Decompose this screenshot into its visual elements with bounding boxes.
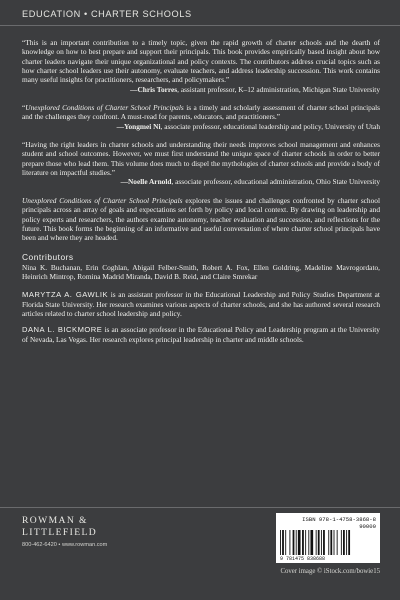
reviewer-name: —Noelle Arnold	[120, 177, 172, 187]
publisher-contact	[22, 542, 107, 548]
barcode-stripe	[337, 530, 338, 555]
cover-image-credit: Cover image © iStock.com/bowie15	[280, 568, 380, 575]
barcode-digits: 9 781475 838688	[280, 556, 326, 562]
barcode-stripe	[302, 530, 304, 555]
barcode-stripe	[305, 530, 306, 555]
barcode-stripe	[282, 530, 284, 555]
barcode-stripe	[289, 530, 290, 555]
barcode-stripe	[321, 530, 322, 555]
barcode-stripe	[343, 530, 345, 555]
book-description: Unexplored Conditions of Charter School Principals explores the issues and challenges confronted by charter school principals across an array of goals and expectations set forth by policy and local context. By drawing on leadership and policy experts and researchers, the authors examine autonomy, teacher evaluation and succession, and reflections for the future. This book forms the beginning of an informative and useful conversation of where charter school principals have been and where they are headed.	[22, 195, 380, 243]
reviewer-role: , associate professor, educational leadership and policy, University of Utah	[160, 121, 380, 131]
author-bio-1: MARYTZA A. GAWLIK is an assistant professor in the Educational Leadership and Policy Studies Department at Florida State University. Her research examines various aspects of charter schools, and she has authored several research articles related to charter school leadership and policy.	[22, 290, 380, 318]
barcode-stripe	[310, 530, 313, 555]
review-2	[22, 103, 380, 131]
barcode-bars	[280, 530, 376, 555]
reviewer-role: , assistant professor, K–12 administration, Michigan State University	[177, 84, 380, 94]
publisher-name-line1: ROWMAN &	[22, 515, 88, 526]
barcode-stripe	[346, 530, 347, 555]
author-bio-2: DANA L. BICKMORE is an associate professor in the Educational Policy and Leadership program at the University of Nevada, Las Vegas. Her research explores principal leadership in charter and middle schools.	[22, 325, 380, 344]
review-quote: “This is an important contribution to a timely topic, given the rapid growth of charter schools and the dearth of knowledge on how to best prepare and support their principals. This book provides empirically based insight about how charter leaders navigate their unique organizational and policy contexts. The contributors address crucial topics such as how charter school leaders use their autonomy, evaluate teachers, and address leadership succession. This work contains many useful insights for practitioners, researchers, and policymakers.”	[22, 38, 380, 85]
barcode-stripe	[280, 530, 281, 555]
publisher-phone: 800-462-6420	[22, 542, 57, 548]
author-name: DANA L. BICKMORE	[22, 325, 103, 335]
barcode-stripe	[293, 530, 295, 555]
reviewer-role: , associate professor, educational administration, Ohio State University	[171, 177, 380, 187]
review-1	[22, 38, 380, 94]
review-attribution	[22, 85, 380, 94]
cover-copy	[22, 38, 380, 344]
barcode-stripe	[341, 530, 342, 555]
barcode-stripe	[316, 530, 317, 555]
barcode-stripe	[285, 530, 286, 555]
contributors-heading: Contributors	[22, 251, 74, 262]
isbn-barcode	[276, 513, 380, 563]
barcode-stripe	[348, 530, 350, 555]
review-attribution	[22, 122, 380, 131]
barcode-stripe	[318, 530, 320, 555]
barcode-stripe	[296, 530, 297, 555]
barcode-stripe	[323, 530, 325, 555]
review-3	[22, 140, 380, 187]
publisher-name-line2: LITTLEFIELD	[22, 527, 98, 538]
review-quote: “Having the right leaders in charter schools and understanding their needs improves school management and enhances student and school outcomes. However, we must first understand the unique space of charter schools in order to better prepare those who lead them. This volume does much to dispel the mythologies of charter schools and provide a body of literature on impactful studies.”	[22, 140, 380, 178]
reviewer-name: —Chris Torres	[130, 84, 178, 94]
publisher-logo	[22, 515, 107, 548]
contributors-list: Nina K. Buchanan, Erin Coghlan, Abigail Felber-Smith, Robert A. Fox, Ellen Goldring, Madeline Mavrogordato, Heinrich Mintrop, Romina Madrid Miranda, David B. Reid, and Claire Smrekar	[22, 262, 380, 281]
review-quote: “Unexplored Conditions of Charter School Principals is a timely and scholarly assessment of charter school principals and the challenges they confront. A must-read for parents, educators, and practitioners.”	[22, 103, 380, 122]
barcode-stripe	[328, 530, 329, 555]
header-divider	[0, 25, 400, 26]
barcode-stripe	[330, 530, 332, 555]
separator-bullet: •	[58, 542, 61, 548]
book-title-italic: Unexplored Conditions of Charter School Principals	[22, 195, 183, 205]
contributors-section	[22, 252, 380, 282]
author-name: MARYTZA A. GAWLIK	[22, 290, 109, 300]
barcode-stripe	[298, 530, 301, 555]
barcode-stripe	[334, 530, 335, 555]
barcode-stripe	[308, 530, 309, 555]
isbn-number: ISBN 978-1-4758-3868-8	[302, 516, 376, 523]
category-label: EDUCATION • CHARTER SCHOOLS	[22, 9, 192, 19]
publisher-website: www.rowman.com	[61, 542, 108, 548]
footer-divider	[0, 507, 400, 508]
book-title-italic: Unexplored Conditions of Charter School Principals	[25, 103, 184, 113]
price-code: 90000	[359, 523, 376, 530]
review-attribution	[22, 177, 380, 186]
reviewer-name: —Yongmei Ni	[116, 121, 161, 131]
